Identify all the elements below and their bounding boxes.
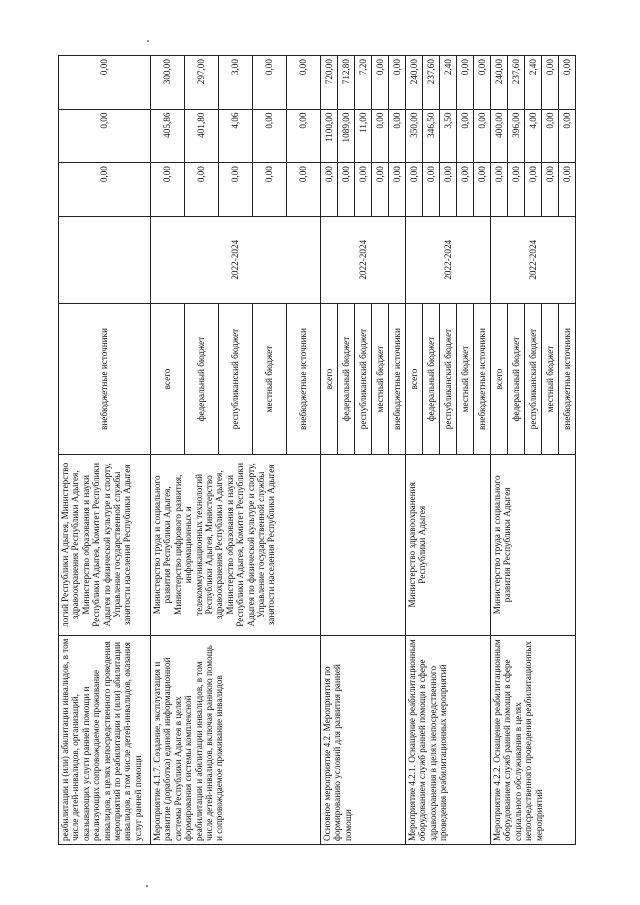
amount-cell-v1: 0,00 xyxy=(423,163,440,217)
amount-cell-v3: 300,00 xyxy=(151,56,185,110)
amount-cell-v1: 0,00 xyxy=(219,163,253,217)
amount-cell-v3: 3,00 xyxy=(219,56,253,110)
amount-cell-v3: 0,00 xyxy=(542,56,559,110)
amount-cell-v2: 0,00 xyxy=(59,109,151,163)
funding-source-cell: республиканский бюджет xyxy=(219,303,253,454)
amount-cell-v3: 2,40 xyxy=(440,56,457,110)
funding-source-cell: внебюджетные источники xyxy=(59,303,151,454)
amount-cell-v3: 237,60 xyxy=(423,56,440,110)
amount-cell-v1: 0,00 xyxy=(185,163,219,217)
amount-cell-v1: 0,00 xyxy=(253,163,287,217)
amount-cell-v1: 0,00 xyxy=(508,163,525,217)
amount-cell-v2: 4,06 xyxy=(219,109,253,163)
amount-cell-v1: 0,00 xyxy=(457,163,474,217)
table-row xyxy=(151,56,185,845)
funding-source-cell: внебюджетные источники xyxy=(474,303,491,454)
funding-source-cell: всего xyxy=(151,303,185,454)
amount-cell-v1: 0,00 xyxy=(389,163,406,217)
event-cell: Мероприятие 4.1.7. Создание, эксплуатация и развитие (доработка) единой информационной системы Республики Адыгея в целях формирования системы комплексной реабилитации и абилитации инвалидов, в том числе детей-инвалидов, включая раннюю помощь и сопровождаемое проживание инвалидов xyxy=(151,635,321,844)
funding-source-cell: республиканский бюджет xyxy=(440,303,457,454)
amount-cell-v3: 2,40 xyxy=(525,56,542,110)
funding-source-cell: республиканский бюджет xyxy=(525,303,542,454)
amount-cell-v3: 720,00 xyxy=(321,56,338,110)
amount-cell-v2: 400,00 xyxy=(491,109,508,163)
period-cell: 2022-2024 xyxy=(321,216,406,303)
funding-source-cell: местный бюджет xyxy=(542,303,559,454)
amount-cell-v2: 0,00 xyxy=(474,109,491,163)
amount-cell-v1: 0,00 xyxy=(525,163,542,217)
funding-source-cell: местный бюджет xyxy=(372,303,389,454)
amount-cell-v2: 346,50 xyxy=(423,109,440,163)
amount-cell-v2: 350,00 xyxy=(406,109,423,163)
executor-cell xyxy=(321,455,406,635)
table-row xyxy=(321,56,338,845)
funding-source-cell: местный бюджет xyxy=(253,303,287,454)
funding-source-cell: внебюджетные источники xyxy=(559,303,576,454)
amount-cell-v2: 0,00 xyxy=(457,109,474,163)
amount-cell-v2: 0,00 xyxy=(372,109,389,163)
table-row xyxy=(491,56,508,845)
amount-cell-v3: 0,00 xyxy=(287,56,321,110)
amount-cell-v1: 0,00 xyxy=(151,163,185,217)
amount-cell-v3: 0,00 xyxy=(59,56,151,110)
period-cell: 2022-2024 xyxy=(151,216,321,303)
funding-source-cell: местный бюджет xyxy=(457,303,474,454)
funding-source-cell: всего xyxy=(406,303,423,454)
amount-cell-v3: 0,00 xyxy=(253,56,287,110)
amount-cell-v3: 240,00 xyxy=(491,56,508,110)
amount-cell-v1: 0,00 xyxy=(406,163,423,217)
amount-cell-v2: 0,00 xyxy=(559,109,576,163)
amount-cell-v2: 1100,00 xyxy=(321,109,338,163)
amount-cell-v3: 297,00 xyxy=(185,56,219,110)
amount-cell-v3: 0,00 xyxy=(372,56,389,110)
period-cell: 2022-2024 xyxy=(491,216,576,303)
funding-source-cell: всего xyxy=(321,303,338,454)
amount-cell-v2: 0,00 xyxy=(253,109,287,163)
amount-cell-v1: 0,00 xyxy=(338,163,355,217)
amount-cell-v1: 0,00 xyxy=(440,163,457,217)
amount-cell-v3: 240,00 xyxy=(406,56,423,110)
amount-cell-v1: 0,00 xyxy=(474,163,491,217)
amount-cell-v2: 0,00 xyxy=(287,109,321,163)
event-cell: Основное мероприятие 4.2. Мероприятия по формированию условий для развития ранней помощи xyxy=(321,635,406,844)
amount-cell-v2: 401,80 xyxy=(185,109,219,163)
amount-cell-v1: 0,00 xyxy=(355,163,372,217)
executor-cell: Министерство труда и социального развития Республики Адыгея xyxy=(491,455,576,635)
amount-cell-v2: 0,00 xyxy=(542,109,559,163)
amount-cell-v2: 11,00 xyxy=(355,109,372,163)
amount-cell-v1: 0,00 xyxy=(491,163,508,217)
executor-cell: Министерство здравоохранения Республики Адыгея xyxy=(406,455,491,635)
amount-cell-v2: 1089,00 xyxy=(338,109,355,163)
amount-cell-v2: 3,50 xyxy=(440,109,457,163)
budget-table xyxy=(58,55,576,845)
amount-cell-v2: 0,00 xyxy=(389,109,406,163)
amount-cell-v2: 405,86 xyxy=(151,109,185,163)
rotated-table-wrapper xyxy=(58,55,583,845)
period-cell xyxy=(59,216,151,303)
amount-cell-v3: 712,80 xyxy=(338,56,355,110)
amount-cell-v3: 0,00 xyxy=(559,56,576,110)
funding-source-cell: внебюджетные источники xyxy=(389,303,406,454)
amount-cell-v1: 0,00 xyxy=(287,163,321,217)
amount-cell-v3: 0,00 xyxy=(474,56,491,110)
executor-cell: логий Республики Адыгея, Министерство здравоохранения Республики Адыгея, Министерство образования и науки Республики Адыгея, Комитет Республики Адыгея по физической культуре и спорту, Управление государственной службы занятости населения Республики Адыгея xyxy=(59,455,151,635)
funding-source-cell: федеральный бюджет xyxy=(338,303,355,454)
amount-cell-v2: 396,00 xyxy=(508,109,525,163)
amount-cell-v1: 0,00 xyxy=(372,163,389,217)
funding-source-cell: республиканский бюджет xyxy=(355,303,372,454)
funding-source-cell: федеральный бюджет xyxy=(508,303,525,454)
executor-cell: Министерство труда и социального развития Республики Адыгея, Министерство цифрового развития, информационных и телекоммуникационных технологий Республики Адыгея, Министерство здравоохранения Республики Адыгея, Министерство образования и науки Республики Адыгея, Комитет Республики Адыгея по физической культуре и спорту, Управление государственной службы занятости населения Республики Адыгея xyxy=(151,455,321,635)
table-row xyxy=(59,56,151,845)
funding-source-cell: федеральный бюджет xyxy=(185,303,219,454)
funding-source-cell: внебюджетные источники xyxy=(287,303,321,454)
amount-cell-v3: 237,60 xyxy=(508,56,525,110)
amount-cell-v3: 0,00 xyxy=(389,56,406,110)
funding-source-cell: федеральный бюджет xyxy=(423,303,440,454)
amount-cell-v2: 4,00 xyxy=(525,109,542,163)
amount-cell-v1: 0,00 xyxy=(321,163,338,217)
event-cell: Мероприятие 4.2.2. Оснащение реабилитационным оборудованием служб ранней помощи в сфере социального обслуживания в целях непосредственного проведения реабилитационных мероприятий xyxy=(491,635,576,844)
scan-speck xyxy=(147,40,149,42)
period-cell: 2022-2024 xyxy=(406,216,491,303)
amount-cell-v3: 0,00 xyxy=(457,56,474,110)
amount-cell-v1: 0,00 xyxy=(559,163,576,217)
event-cell: Мероприятие 4.2.1. Оснащение реабилитационным оборудованием служб ранней помощи в сфере здравоохранения в целях непосредственного проведения реабилитационных мероприятий xyxy=(406,635,491,844)
amount-cell-v1: 0,00 xyxy=(542,163,559,217)
table-row xyxy=(406,56,423,845)
amount-cell-v1: 0,00 xyxy=(59,163,151,217)
amount-cell-v3: 7,20 xyxy=(355,56,372,110)
scan-speck xyxy=(146,885,148,887)
funding-source-cell: всего xyxy=(491,303,508,454)
event-cell: реабилитации и (или) абилитации инвалидов, в том числе детей-инвалидов, организаций, оказывающих услуги ранней помощи и реализующих сопровождаемое проживание инвалидов, в целях непосредственного проведения мероприятий по реабилитации и (или) абилитации инвалидов, в том числе детей-инвалидов, оказания услуг ранней помощи xyxy=(59,635,151,844)
